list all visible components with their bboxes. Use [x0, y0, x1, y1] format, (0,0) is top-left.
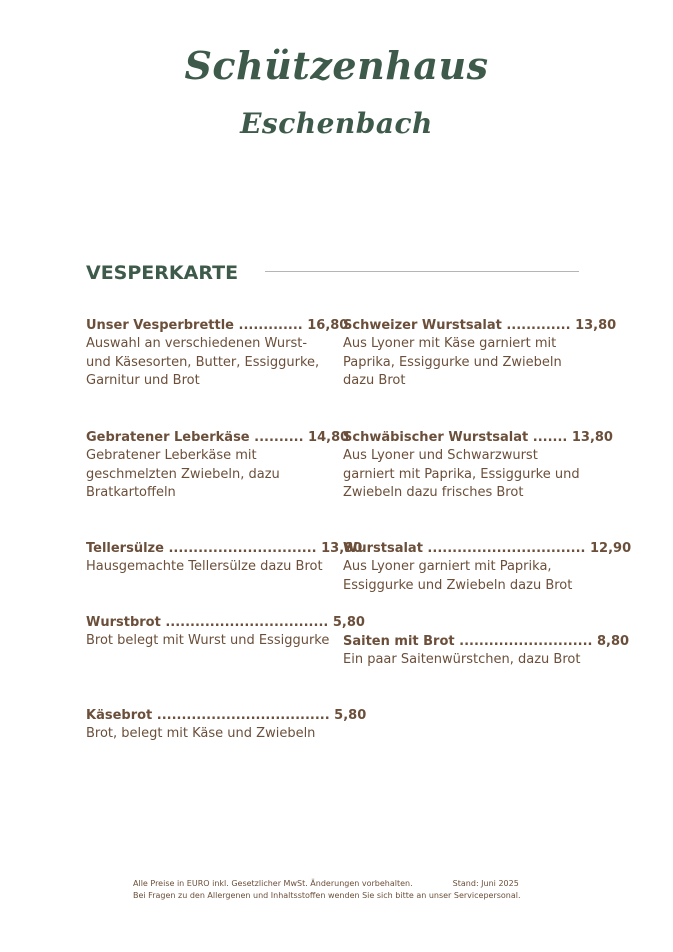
restaurant-name: Schützenhaus — [184, 43, 489, 88]
menu-item-kaesebrot — [86, 707, 367, 744]
menu-item-schweizer-wurstsalat — [343, 317, 617, 391]
menu-item-description: Brot belegt mit Wurst und Essiggurke — [86, 633, 330, 648]
menu-item-title: Wurstbrot ................................. 5,80 — [86, 615, 365, 630]
menu-item-description: Aus Lyoner und Schwarzwurst garniert mit Paprika, Essiggurke und Zwiebeln dazu frisches Brot — [343, 448, 580, 500]
menu-item-title: Gebratener Leberkäse .......... 14,80 — [86, 430, 350, 445]
footer — [133, 878, 553, 902]
menu-item-wurstsalat — [343, 540, 632, 595]
stand-date: Stand: Juni 2025 — [452, 879, 519, 888]
restaurant-location: Eschenbach — [240, 107, 433, 140]
menu-item-title: Wurstsalat ................................ 12,90 — [343, 541, 632, 556]
menu-item-title: Käsebrot ................................... 5,80 — [86, 708, 367, 723]
menu-item-title: Tellersülze .............................. 13,80 — [86, 541, 363, 556]
menu-item-description: Brot, belegt mit Käse und Zwiebeln — [86, 726, 316, 741]
menu-item-schwaebischer-wurstsalat — [343, 429, 613, 503]
menu-item-title: Saiten mit Brot ........................... 8,80 — [343, 634, 630, 649]
allergen-note: Bei Fragen zu den Allergenen und Inhaltsstoffen wenden Sie sich bitte an unser Servicepersonal. — [133, 891, 521, 900]
menu-item-title: Unser Vesperbrettle ............. 16,80 — [86, 318, 349, 333]
menu-item-wurstbrot — [86, 614, 365, 651]
footer-line-1 — [133, 878, 553, 890]
heading-divider — [265, 271, 579, 272]
menu-item-description: Auswahl an verschiedenen Wurst- und Käsesorten, Butter, Essiggurke, Garnitur und Brot — [86, 336, 320, 388]
menu-item-vesperbrettle — [86, 317, 349, 391]
menu-item-title: Schwäbischer Wurstsalat ....... 13,80 — [343, 430, 613, 445]
prices-note: Alle Preise in EURO inkl. Gesetzlicher MwSt. Änderungen vorbehalten. — [133, 879, 413, 888]
menu-item-saiten-mit-brot — [343, 633, 630, 670]
section-heading: VESPERKARTE — [86, 262, 239, 284]
menu-item-title: Schweizer Wurstsalat ............. 13,80 — [343, 318, 617, 333]
menu-item-description: Ein paar Saitenwürstchen, dazu Brot — [343, 652, 581, 667]
menu-item-description: Hausgemachte Tellersülze dazu Brot — [86, 559, 323, 574]
menu-item-description: Aus Lyoner mit Käse garniert mit Paprika, Essiggurke und Zwiebeln dazu Brot — [343, 336, 562, 388]
menu-item-description: Gebratener Leberkäse mit geschmelzten Zwiebeln, dazu Bratkartoffeln — [86, 448, 280, 500]
menu-item-leberkaese — [86, 429, 350, 503]
menu-item-tellersuelze — [86, 540, 363, 577]
menu-item-description: Aus Lyoner garniert mit Paprika, Essiggurke und Zwiebeln dazu Brot — [343, 559, 573, 593]
